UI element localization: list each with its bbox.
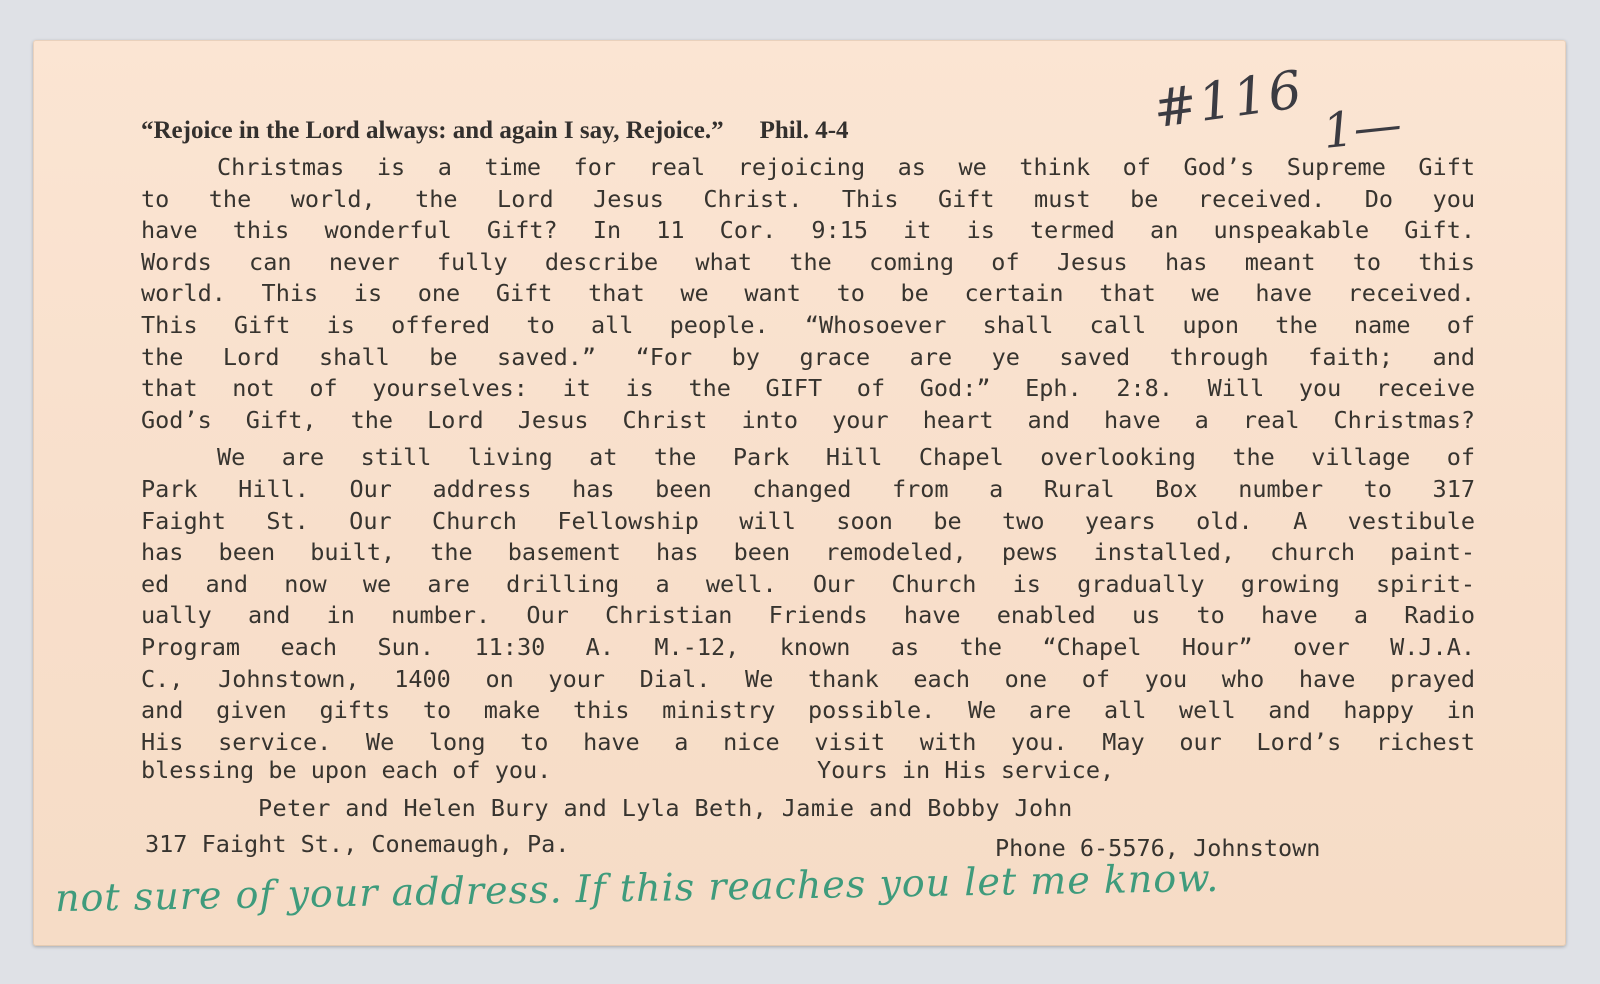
paragraph2-line: His service. We long to have a nice visit with you. May our Lord’s richest <box>141 727 1475 756</box>
paragraph1-line: have this wonderful Gift? In 11 Cor. 9:15 it is termed an unspeakable Gift. <box>141 216 1475 245</box>
paragraph2-line: has been built, the basement has been remodeled, pews installed, church paint- <box>141 538 1475 567</box>
paragraph2-line: ually and in number. Our Christian Friends have enabled us to have a Radio <box>141 601 1475 630</box>
paragraph2-line: Faight St. Our Church Fellowship will soon be two years old. A vestibule <box>141 506 1475 535</box>
paragraph2-line: Park Hill. Our address has been changed from a Rural Box number to 317 <box>141 474 1475 503</box>
paragraph1-line: Christmas is a time for real rejoicing as we think of God’s Supreme Gift <box>217 153 1475 181</box>
paragraph1-line: world. This is one Gift that we want to be certain that we have received. <box>141 279 1475 308</box>
paragraph1-line: Words can never fully describe what the coming of Jesus has meant to this <box>141 247 1475 276</box>
paragraph1-line: This Gift is offered to all people. “Whosoever shall call upon the name of <box>141 310 1475 339</box>
signature-names: Peter and Helen Bury and Lyla Beth, Jamie and Bobby John <box>258 794 1073 822</box>
paragraph1-line: the Lord shall be saved.” “For by grace are ye saved through faith; and <box>141 342 1475 371</box>
sender-address: 317 Faight St., Conemaugh, Pa. <box>145 830 570 858</box>
verse-reference: Phil. 4-4 <box>759 117 849 144</box>
handwritten-number: #116 <box>1149 59 1308 141</box>
sign-off: Yours in His service, <box>817 756 1115 784</box>
handwritten-dash: 1— <box>1320 96 1405 160</box>
paragraph2-line: Program each Sun. 11:30 A. M.-12, known as the “Chapel Hour” over W.J.A. <box>141 632 1475 661</box>
paragraph2-line: and given gifts to make this ministry possible. We are all well and happy in <box>141 696 1475 725</box>
sender-phone: Phone 6-5576, Johnstown <box>995 834 1321 862</box>
closing-line <box>141 756 1475 784</box>
paragraph2-line: C., Johnstown, 1400 on your Dial. We thank each one of you who have prayed <box>141 664 1475 693</box>
verse-heading <box>141 117 1471 145</box>
paragraph1-line: that not of yourselves: it is the GIFT of God:” Eph. 2:8. Will you receive <box>141 374 1475 403</box>
verse-quote: “Rejoice in the Lord always: and again I say, Rejoice.” <box>141 117 724 144</box>
letter-body <box>141 152 1475 758</box>
paragraph2-line: We are still living at the Park Hill Chapel overlooking the village of <box>217 443 1475 472</box>
handwritten-note: not sure of your address. If this reaches you let me know. <box>54 855 1220 921</box>
paragraph1-line: to the world, the Lord Jesus Christ. This Gift must be received. Do you <box>141 184 1475 213</box>
paragraph1-line: God’s Gift, the Lord Jesus Christ into your heart and have a real Christmas? <box>141 405 1475 434</box>
paragraph2-line: ed and now we are drilling a well. Our Church is gradually growing spirit- <box>141 569 1475 598</box>
closing-text: blessing be upon each of you. <box>141 756 552 784</box>
postcard <box>33 40 1566 946</box>
